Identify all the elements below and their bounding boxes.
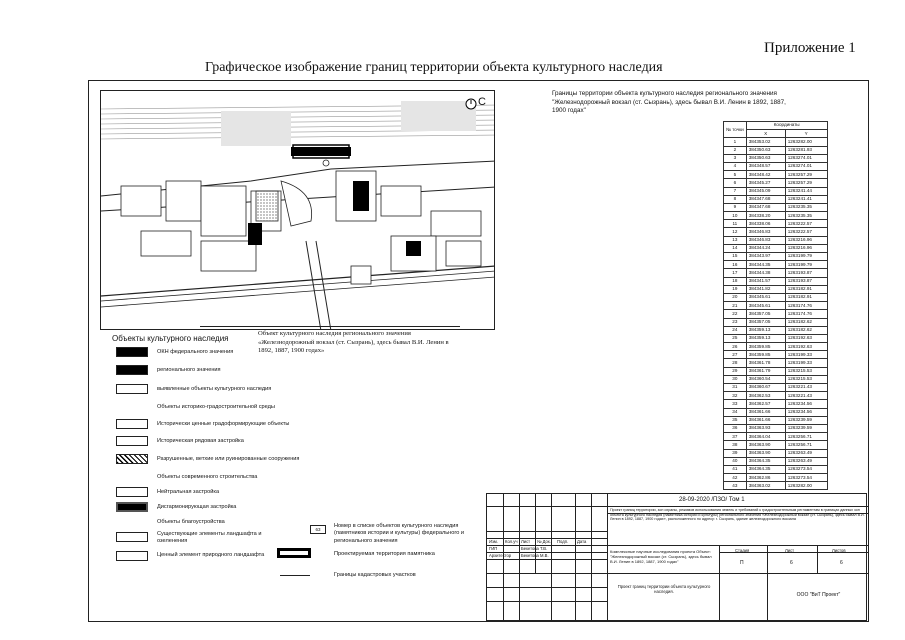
point-number-cell: 33 (724, 400, 747, 408)
role-gip: ГИП (489, 546, 498, 551)
x-coordinate-cell: 384361.66 (746, 408, 785, 416)
coordinates-table (723, 121, 828, 490)
table-row (724, 482, 828, 490)
table-row (724, 416, 828, 424)
x-coordinate-cell: 384363.02 (746, 482, 785, 490)
drawing-title: Проект границ территории объекта культурного наследия. (617, 584, 711, 595)
legend-swatch-identified (116, 384, 148, 394)
point-number-cell: 5 (724, 171, 747, 179)
table-row (724, 236, 828, 244)
x-coordinate-cell: 384363.90 (746, 441, 785, 449)
legend-label: Исторически ценные градоформирующие объекты (157, 421, 290, 427)
y-coordinate-cell: 1263221.43 (785, 392, 827, 400)
y-coordinate-cell: 1263235.35 (785, 212, 827, 220)
hatched-area (401, 101, 476, 131)
okn-building (248, 223, 262, 245)
y-coordinate-cell: 1263174.76 (785, 310, 827, 318)
legend-swatch-landscape (116, 532, 148, 542)
x-coordinate-cell: 384345.09 (746, 187, 785, 195)
legend-label: Границы кадастровых участков (334, 572, 416, 578)
y-coordinate-cell: 1263257.29 (785, 179, 827, 187)
table-row (724, 302, 828, 310)
x-coordinate-cell: 384346.83 (746, 228, 785, 236)
table-row (724, 334, 828, 342)
stage-label: Стадия (735, 548, 750, 553)
point-number-cell: 13 (724, 236, 747, 244)
sheet-label: Лист (785, 548, 795, 553)
point-number-cell: 4 (724, 162, 747, 170)
col-ndoc: № Док. (537, 539, 551, 544)
table-row (724, 457, 828, 465)
x-coordinate-cell: 384359.85 (746, 343, 785, 351)
legend-label: Номер в списке объектов культурного наследия (памятников истории и культуры) федерального и регионального значения (334, 523, 465, 544)
point-number-cell: 2 (724, 146, 747, 154)
col-list: Лист (521, 539, 531, 544)
legend-label: Ценный элемент природного ландшафта (157, 552, 265, 558)
table-row (724, 343, 828, 351)
point-number-cell: 43 (724, 482, 747, 490)
table-row (724, 187, 828, 195)
y-coordinate-cell: 1263241.44 (785, 187, 827, 195)
y-coordinate-cell: 1263215.53 (785, 367, 827, 375)
x-coordinate-cell: 384360.67 (746, 384, 785, 392)
col-izm: Изм. (489, 539, 498, 544)
table-row (724, 162, 828, 170)
y-coordinate-cell: 1263282.00 (785, 138, 827, 146)
table-row (724, 228, 828, 236)
y-coordinate-cell: 1263241.41 (785, 195, 827, 203)
x-coordinate-cell: 384345.61 (746, 293, 785, 301)
x-coordinate-cell: 384361.78 (746, 359, 785, 367)
y-coordinate-cell: 1263216.96 (785, 236, 827, 244)
y-coordinate-cell: 1263257.29 (785, 171, 827, 179)
y-coordinate-cell: 1263174.76 (785, 302, 827, 310)
appendix-label: Приложение 1 (764, 40, 856, 56)
y-coordinate-cell: 1263182.62 (785, 318, 827, 326)
table-row (724, 384, 828, 392)
y-coordinate-cell: 1263222.57 (785, 228, 827, 236)
coordinates-title: Границы территории объекта культурного наследия регионального значения "Железнодорожный вокзал (ст. Сызрань), здесь бывал В.И. Ленин в 1892, 1887, 1900 годах" (552, 90, 786, 114)
x-coordinate-cell: 384338.20 (746, 212, 785, 220)
name-architect: Бекетова М.В. (521, 553, 549, 558)
point-number-cell: 8 (724, 195, 747, 203)
table-row (724, 474, 828, 482)
y-coordinate-cell: 1263256.71 (785, 441, 827, 449)
y-coordinate-cell: 1263199.79 (785, 261, 827, 269)
x-coordinate-cell: 384348.42 (746, 171, 785, 179)
legend-swatch-projected (277, 548, 311, 558)
x-coordinate-cell: 384344.38 (746, 269, 785, 277)
site-plan-drawing (101, 91, 495, 330)
y-coordinate-cell: 1263192.63 (785, 334, 827, 342)
legend-swatch-regional (116, 365, 148, 375)
table-row (724, 441, 828, 449)
x-coordinate-cell: 384360.54 (746, 375, 785, 383)
x-coordinate-cell: 384345.27 (746, 179, 785, 187)
point-number-cell: 42 (724, 474, 747, 482)
table-row (724, 310, 828, 318)
x-coordinate-cell: 384357.05 (746, 318, 785, 326)
col-date: Дата (577, 539, 587, 544)
legend-swatch-cadastral (280, 575, 310, 576)
y-coordinate-cell: 1263274.01 (785, 162, 827, 170)
table-row (724, 326, 828, 334)
table-row (724, 195, 828, 203)
table-row (724, 351, 828, 359)
y-coordinate-cell: 1263199.79 (785, 253, 827, 261)
legend-label: Проектируемая территория памятника (334, 551, 435, 557)
y-coordinate-cell: 1263273.54 (785, 474, 827, 482)
x-coordinate-cell: 384344.35 (746, 261, 785, 269)
legend-label: Нейтральная застройка (157, 489, 220, 495)
legend-label: Существующие элементы ландшафта и озеленения (157, 531, 262, 545)
legend-swatch-valuable (116, 419, 148, 429)
x-coordinate-cell: 384357.05 (746, 310, 785, 318)
point-number-cell: 17 (724, 269, 747, 277)
map-callout: Объект культурного наследия регионального значения «Железнодорожный вокзал (ст. Сызрань), здесь бывал В.И. Ленин в 1892, 1887, 1900 годах» (258, 330, 449, 355)
name-gip: Бекетова Т.В. (521, 546, 548, 551)
legend-swatch-nature (116, 551, 148, 561)
y-coordinate-cell: 1263193.87 (785, 277, 827, 285)
point-number-cell: 15 (724, 253, 747, 261)
point-number-cell: 21 (724, 302, 747, 310)
table-row (724, 138, 828, 146)
legend-label: Историческая рядовая застройка (157, 438, 244, 444)
point-number-cell: 26 (724, 343, 747, 351)
y-coordinate-cell: 1263256.71 (785, 433, 827, 441)
col-coordinates: Координаты (746, 122, 827, 130)
col-y: Y (785, 130, 827, 138)
x-coordinate-cell: 384361.79 (746, 367, 785, 375)
x-coordinate-cell: 384364.35 (746, 465, 785, 473)
point-number-cell: 41 (724, 465, 747, 473)
point-number-cell: 16 (724, 261, 747, 269)
legend-heading: Объекты современного строительства (157, 474, 258, 480)
table-row (724, 269, 828, 277)
point-number-cell: 3 (724, 154, 747, 162)
legend-swatch-row (116, 436, 148, 446)
y-coordinate-cell: 1263182.91 (785, 285, 827, 293)
point-number-cell: 19 (724, 285, 747, 293)
x-coordinate-cell: 384344.24 (746, 244, 785, 252)
table-row (724, 203, 828, 211)
x-coordinate-cell: 384361.66 (746, 416, 785, 424)
point-number-cell: 38 (724, 441, 747, 449)
work-title: Комплексные научные исследования проекта Объект: "Железнодорожный вокзал (ст. Сызрань), здесь бывал В.И. Ленин в 1892, 1887, 1900 годах" (610, 549, 712, 564)
table-row (724, 146, 828, 154)
y-coordinate-cell: 1263216.96 (785, 244, 827, 252)
x-coordinate-cell: 384362.53 (746, 392, 785, 400)
y-coordinate-cell: 1263182.91 (785, 293, 827, 301)
legend-heading: Объекты благоустройства (157, 519, 225, 525)
table-row (724, 220, 828, 228)
table-row (724, 212, 828, 220)
x-coordinate-cell: 384347.68 (746, 203, 785, 211)
y-coordinate-cell: 1263234.56 (785, 408, 827, 416)
table-row (724, 179, 828, 187)
table-row (724, 277, 828, 285)
col-kol: Кол.уч (505, 539, 518, 544)
y-coordinate-cell: 1263215.53 (785, 375, 827, 383)
point-number-cell: 14 (724, 244, 747, 252)
y-coordinate-cell: 1263192.63 (785, 343, 827, 351)
table-row (724, 285, 828, 293)
point-number-cell: 32 (724, 392, 747, 400)
y-coordinate-cell: 1263221.43 (785, 384, 827, 392)
x-coordinate-cell: 384350.63 (746, 146, 785, 154)
table-row (724, 465, 828, 473)
table-row (724, 375, 828, 383)
table-row (724, 293, 828, 301)
x-coordinate-cell: 384363.90 (746, 449, 785, 457)
legend-swatch-federal (116, 347, 148, 357)
point-number-cell: 7 (724, 187, 747, 195)
y-coordinate-cell: 1263282.00 (785, 482, 827, 490)
x-coordinate-cell: 384338.06 (746, 220, 785, 228)
company-name: ООО "ВиТ Проект" (796, 592, 841, 598)
col-x: X (746, 130, 785, 138)
y-coordinate-cell: 1263222.57 (785, 220, 827, 228)
x-coordinate-cell: 384347.68 (746, 195, 785, 203)
sheets-label: Листов (832, 548, 846, 553)
y-coordinate-cell: 1263182.62 (785, 326, 827, 334)
y-coordinate-cell: 1263263.49 (785, 457, 827, 465)
site-map (100, 90, 495, 330)
doc-code: 28-09-2020 /ПЗО/ Том 1 (679, 497, 745, 503)
point-number-cell: 28 (724, 359, 747, 367)
point-number-cell: 29 (724, 367, 747, 375)
y-coordinate-cell: 1263273.54 (785, 465, 827, 473)
legend-label: Дисгармонирующая застройка (157, 504, 237, 510)
x-coordinate-cell: 384364.35 (746, 457, 785, 465)
project-description: Проект границ территории, зон охраны, режимов использования земель и требований к градостроительным регламентам в границах данных зон объекта культурного наследия (памятника истории и культуры) регионального значения «Железнодорожный вокзал (ст. Сызрань), здесь бывал В.И. Ленин в 1892, 1887, 1900 годах», расположенного по адресу: г. Сызрань, здание железнодорожного вокзала (610, 508, 865, 522)
legend-label: регионального значения (157, 367, 221, 373)
table-row (724, 400, 828, 408)
x-coordinate-cell: 384359.13 (746, 334, 785, 342)
point-number-cell: 12 (724, 228, 747, 236)
y-coordinate-cell: 1263263.49 (785, 449, 827, 457)
table-row (724, 424, 828, 432)
table-row (724, 261, 828, 269)
y-coordinate-cell: 1263281.93 (785, 146, 827, 154)
table-row (724, 359, 828, 367)
callout-line (200, 326, 460, 327)
hatched-area (221, 111, 291, 146)
legend-title: Объекты культурного наследия (112, 334, 229, 343)
point-number-cell: 24 (724, 326, 747, 334)
point-number-cell: 10 (724, 212, 747, 220)
list-number-badge: 63 (310, 525, 326, 534)
x-coordinate-cell: 384364.04 (746, 433, 785, 441)
point-number-cell: 22 (724, 310, 747, 318)
x-coordinate-cell: 384359.13 (746, 326, 785, 334)
table-row (724, 318, 828, 326)
y-coordinate-cell: 1263199.33 (785, 351, 827, 359)
x-coordinate-cell: 384350.63 (746, 154, 785, 162)
point-number-cell: 20 (724, 293, 747, 301)
x-coordinate-cell: 384362.57 (746, 400, 785, 408)
stage-value: П (740, 560, 744, 566)
x-coordinate-cell: 384341.82 (746, 285, 785, 293)
legend-swatch-neutral (116, 487, 148, 497)
x-coordinate-cell: 384362.86 (746, 474, 785, 482)
point-number-cell: 25 (724, 334, 747, 342)
point-number-cell: 11 (724, 220, 747, 228)
sheet-value: 6 (790, 560, 793, 566)
point-number-cell: 35 (724, 416, 747, 424)
point-number-cell: 1 (724, 138, 747, 146)
table-row (724, 392, 828, 400)
x-coordinate-cell: 384345.61 (746, 302, 785, 310)
title-block (486, 493, 867, 621)
sheets-value: 6 (840, 560, 843, 566)
point-number-cell: 27 (724, 351, 747, 359)
role-architect: Архитектор (489, 553, 512, 558)
y-coordinate-cell: 1263274.01 (785, 154, 827, 162)
point-number-cell: 9 (724, 203, 747, 211)
y-coordinate-cell: 1263235.35 (785, 203, 827, 211)
y-coordinate-cell: 1263199.33 (785, 359, 827, 367)
x-coordinate-cell: 384346.83 (746, 236, 785, 244)
point-number-cell: 36 (724, 424, 747, 432)
x-coordinate-cell: 384363.93 (746, 424, 785, 432)
legend-label: Разрушенные, ветхие или руинированные сооружения (157, 456, 300, 462)
legend-label: ОКН федерального значения (157, 349, 234, 355)
y-coordinate-cell: 1263234.56 (785, 400, 827, 408)
col-point-no: № точки (724, 122, 747, 138)
north-label: С (478, 96, 486, 108)
legend-heading: Объекты историко-градостроительной среды (157, 404, 275, 410)
y-coordinate-cell: 1263193.87 (785, 269, 827, 277)
legend-swatch-dissonant (116, 502, 148, 512)
point-number-cell: 34 (724, 408, 747, 416)
table-row (724, 449, 828, 457)
legend-swatch-ruined (116, 454, 148, 464)
table-row (724, 408, 828, 416)
table-row (724, 244, 828, 252)
table-row (724, 253, 828, 261)
y-coordinate-cell: 1263239.59 (785, 416, 827, 424)
table-row (724, 154, 828, 162)
table-row (724, 367, 828, 375)
table-row (724, 433, 828, 441)
point-number-cell: 37 (724, 433, 747, 441)
point-number-cell: 30 (724, 375, 747, 383)
x-coordinate-cell: 384348.57 (746, 162, 785, 170)
x-coordinate-cell: 384353.02 (746, 138, 785, 146)
point-number-cell: 31 (724, 384, 747, 392)
point-number-cell: 39 (724, 449, 747, 457)
legend-label: выявленные объекты культурного наследия (157, 386, 272, 392)
col-podp: Подп. (557, 539, 569, 544)
page-title: Графическое изображение границ территории объекта культурного наследия (205, 60, 663, 75)
x-coordinate-cell: 384359.85 (746, 351, 785, 359)
point-number-cell: 40 (724, 457, 747, 465)
table-row (724, 171, 828, 179)
point-number-cell: 6 (724, 179, 747, 187)
station-building (291, 147, 351, 156)
x-coordinate-cell: 384341.57 (746, 277, 785, 285)
x-coordinate-cell: 384343.97 (746, 253, 785, 261)
y-coordinate-cell: 1263239.59 (785, 424, 827, 432)
point-number-cell: 18 (724, 277, 747, 285)
point-number-cell: 23 (724, 318, 747, 326)
